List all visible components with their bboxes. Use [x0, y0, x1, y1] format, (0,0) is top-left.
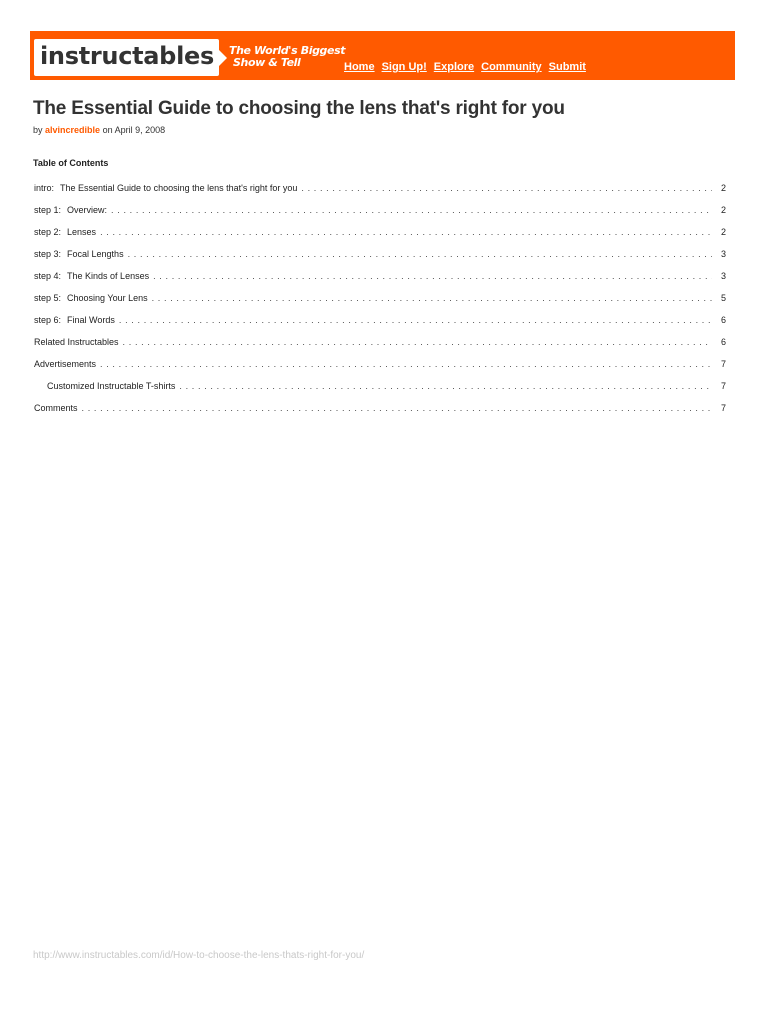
toc-entry-page: 7	[720, 403, 726, 413]
byline-prefix: by	[33, 125, 43, 135]
toc-leader-dots	[153, 271, 712, 282]
toc-leader-dots	[128, 249, 712, 260]
toc-entry[interactable]	[34, 249, 726, 271]
toc-entry[interactable]	[34, 381, 726, 403]
toc-entry-title: The Essential Guide to choosing the lens that's right for you	[60, 183, 298, 193]
header-banner	[30, 31, 735, 80]
toc-leader-dots	[100, 359, 712, 370]
toc-leader-dots	[179, 381, 712, 392]
toc-entry-title: Customized Instructable T-shirts	[47, 381, 176, 391]
toc-entry[interactable]	[34, 403, 726, 425]
toc-leader-dots	[111, 205, 712, 216]
tagline	[229, 45, 345, 69]
toc-entry-page: 6	[720, 337, 726, 347]
tagline-line-2: Show & Tell	[233, 56, 301, 69]
nav-signup-link[interactable]: Sign Up!	[381, 61, 427, 73]
top-nav	[344, 61, 586, 73]
toc-entry-title: Choosing Your Lens	[67, 293, 148, 303]
toc-entry-page: 2	[720, 183, 726, 193]
footer-url[interactable]: http://www.instructables.com/id/How-to-choose-the-lens-thats-right-for-you/	[33, 950, 365, 961]
page-title: The Essential Guide to choosing the lens that's right for you	[33, 98, 565, 119]
nav-home-link[interactable]: Home	[344, 61, 375, 73]
toc-entry-label: step 2:	[34, 227, 62, 237]
toc-entry[interactable]	[34, 227, 726, 249]
nav-submit-link[interactable]: Submit	[548, 61, 586, 73]
toc-entry-label: step 4:	[34, 271, 62, 281]
toc-leader-dots	[100, 227, 712, 238]
toc-entry-label: step 3:	[34, 249, 62, 259]
toc-entry-label: step 5:	[34, 293, 62, 303]
tagline-line-1: The World's Biggest	[229, 44, 346, 57]
toc-entry-title: Related Instructables	[34, 337, 119, 347]
table-of-contents	[34, 183, 726, 425]
toc-entry-page: 7	[720, 381, 726, 391]
toc-entry-title: Focal Lengths	[67, 249, 124, 259]
toc-leader-dots	[119, 315, 712, 326]
toc-entry[interactable]	[34, 293, 726, 315]
toc-entry-page: 2	[720, 227, 726, 237]
toc-entry-title: Advertisements	[34, 359, 97, 369]
toc-entry[interactable]	[34, 315, 726, 337]
toc-entry-page: 5	[720, 293, 726, 303]
toc-leader-dots	[82, 403, 712, 414]
toc-entry-title: Overview:	[67, 205, 108, 215]
toc-leader-dots	[123, 337, 712, 348]
site-logo[interactable]	[34, 39, 219, 76]
toc-entry-page: 6	[720, 315, 726, 325]
toc-entry[interactable]	[34, 205, 726, 227]
toc-entry-page: 7	[720, 359, 726, 369]
toc-entry-title: Comments	[34, 403, 78, 413]
toc-entry[interactable]	[34, 183, 726, 205]
toc-leader-dots	[152, 293, 712, 304]
toc-entry-label: step 6:	[34, 315, 62, 325]
byline	[33, 125, 165, 135]
logo-text: instructables	[40, 42, 214, 70]
toc-entry[interactable]	[34, 359, 726, 381]
toc-entry-label: step 1:	[34, 205, 62, 215]
toc-entry-page: 3	[720, 249, 726, 259]
publish-date: on April 9, 2008	[102, 125, 166, 135]
toc-entry-label: intro:	[34, 183, 55, 193]
author-link[interactable]: alvincredible	[45, 125, 101, 135]
toc-entry-page: 3	[720, 271, 726, 281]
toc-entry[interactable]	[34, 337, 726, 359]
toc-leader-dots	[301, 183, 712, 194]
toc-entry[interactable]	[34, 271, 726, 293]
nav-explore-link[interactable]: Explore	[433, 61, 475, 73]
toc-entry-title: Lenses	[67, 227, 97, 237]
toc-entry-title: Final Words	[67, 315, 115, 325]
toc-heading: Table of Contents	[33, 158, 109, 168]
nav-community-link[interactable]: Community	[481, 61, 542, 73]
toc-entry-page: 2	[720, 205, 726, 215]
toc-entry-title: The Kinds of Lenses	[67, 271, 150, 281]
